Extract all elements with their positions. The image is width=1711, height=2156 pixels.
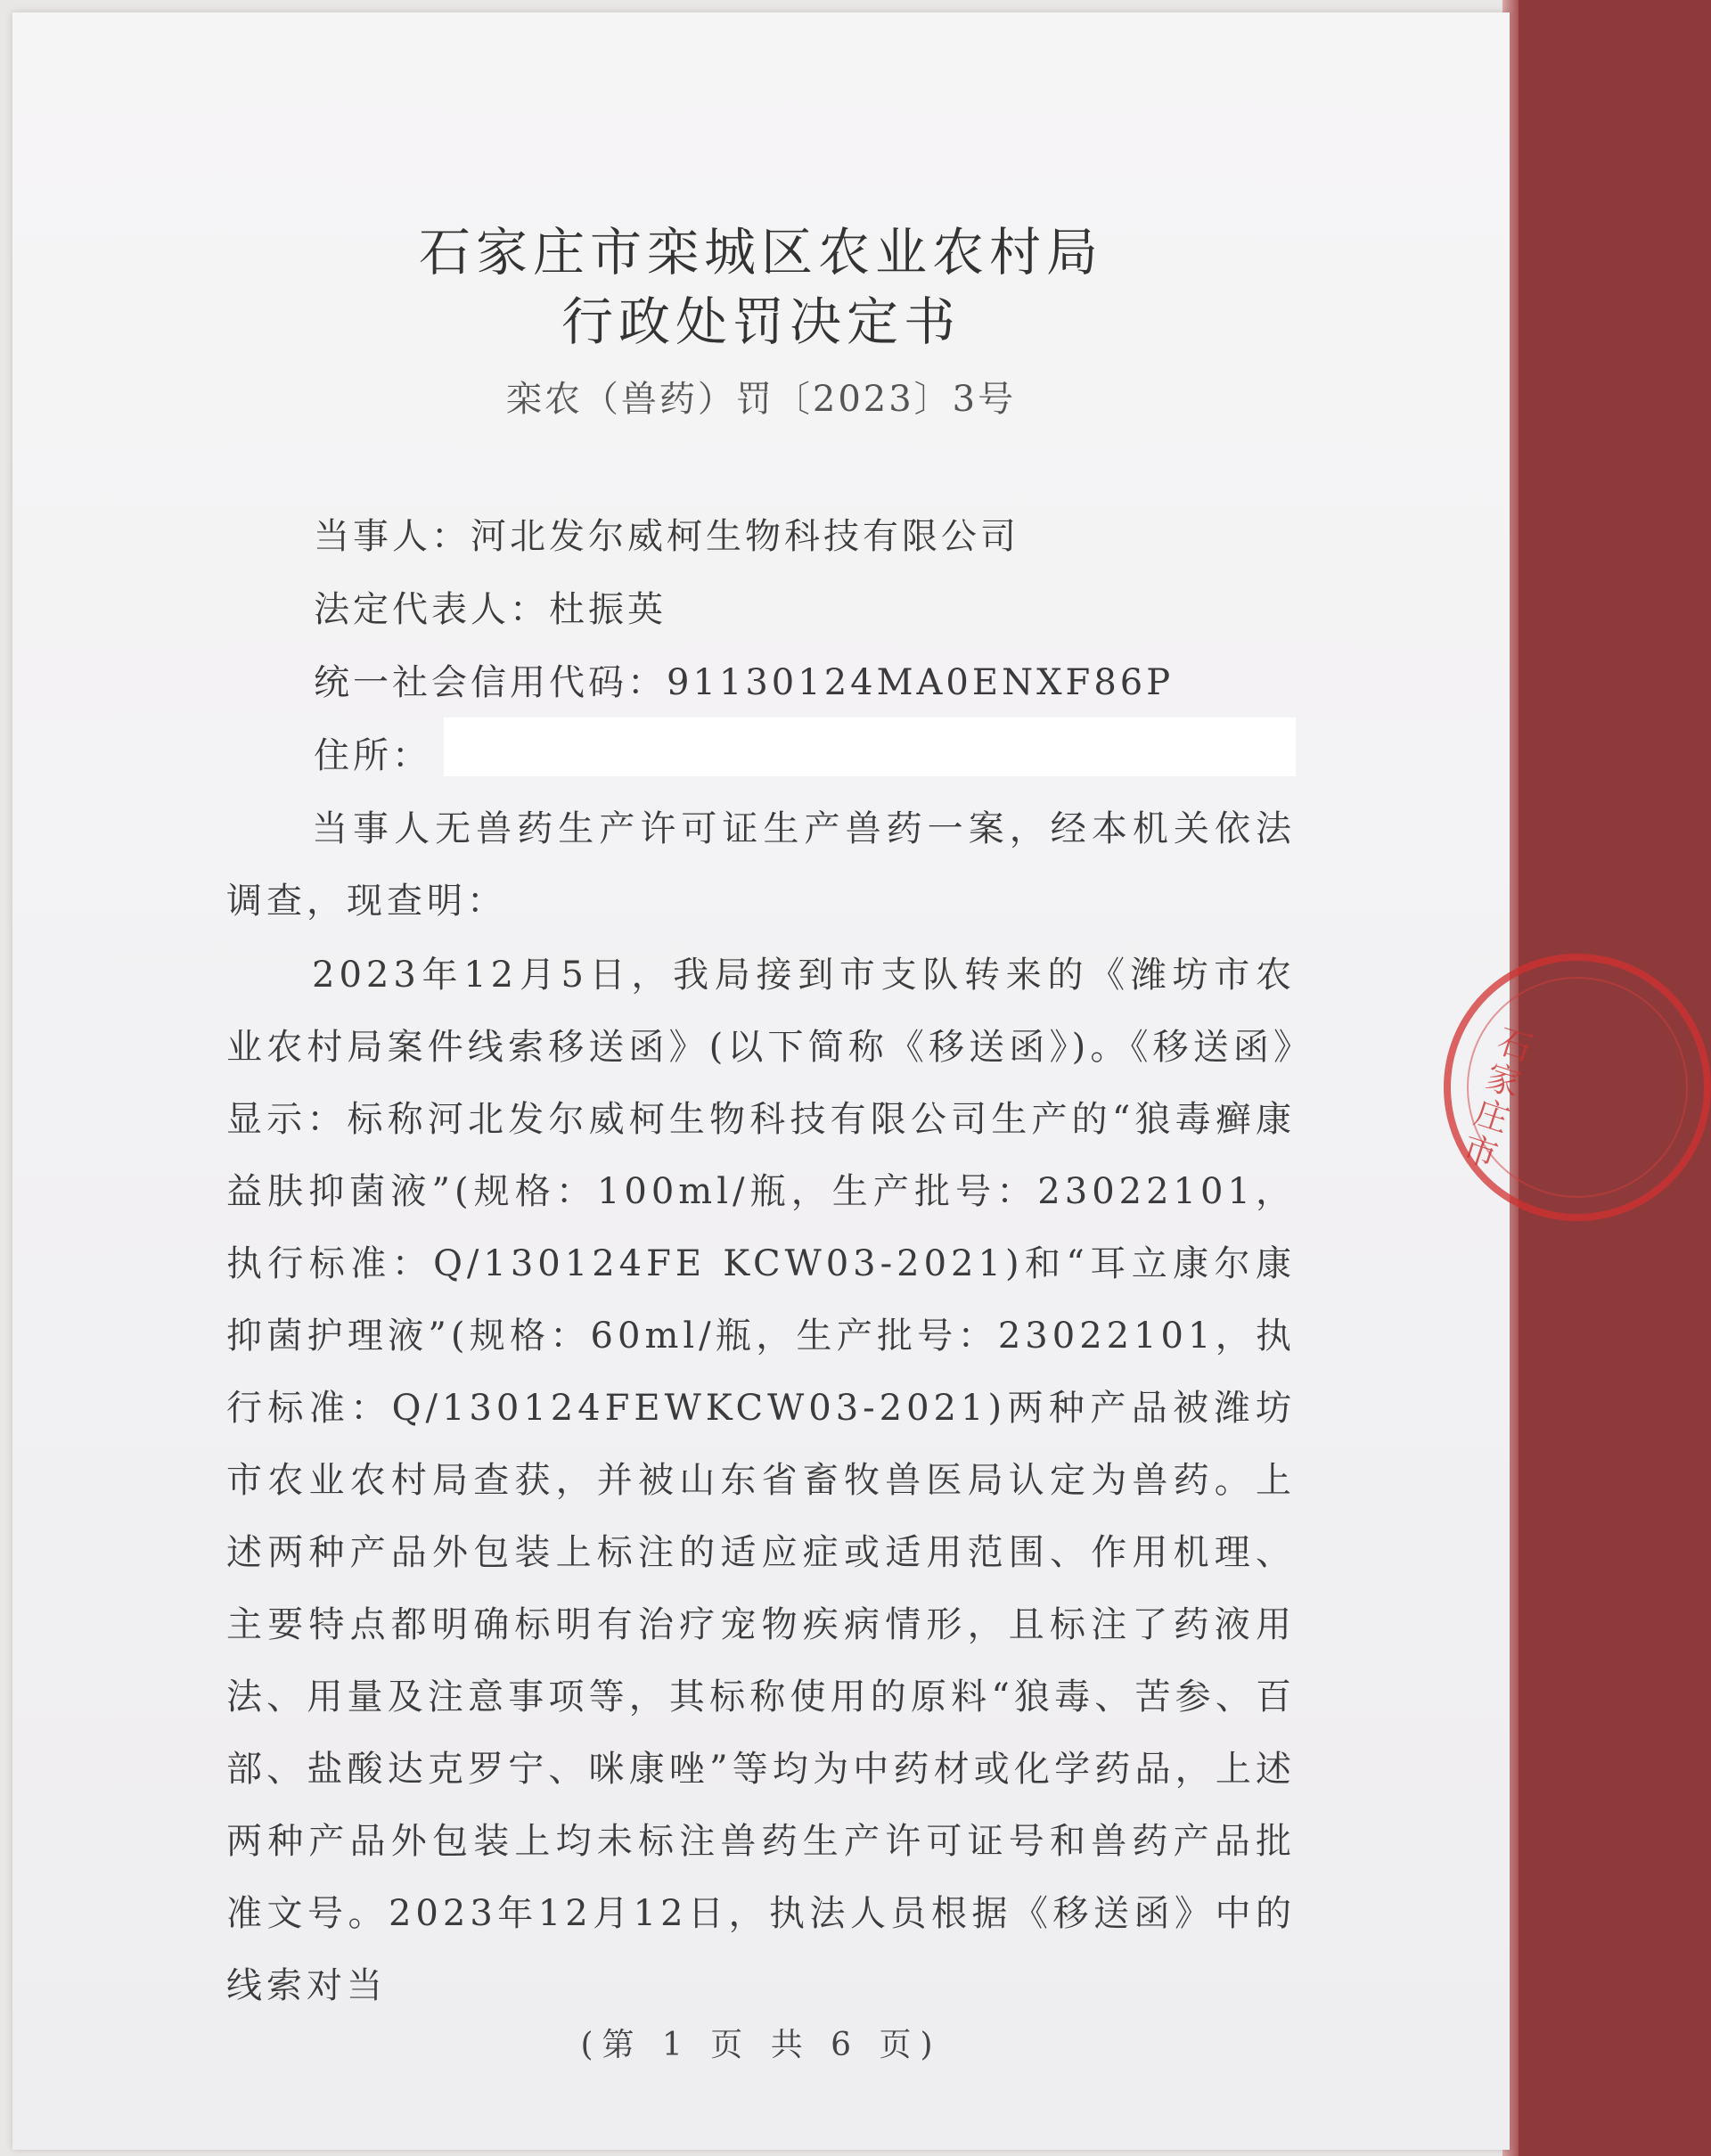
document-type-title: 行政处罚决定书: [561, 291, 961, 352]
case-intro-paragraph: 当事人无兽药生产许可证生产兽药一案，经本机关依法调查，现查明：: [226, 808, 1296, 922]
legal-representative-field: 法定代表人：杜振英: [314, 589, 667, 630]
party-field: 当事人：河北发尔威柯生物科技有限公司: [314, 516, 1019, 557]
page-footer: (第 1 页 共 6 页): [580, 2027, 942, 2063]
official-seal: [1444, 954, 1711, 1221]
address-label: 住所：: [314, 735, 431, 776]
issuing-authority-title: 石家庄市栾城区农业农村局: [418, 222, 1103, 283]
document-number: 栾农（兽药）罚〔2023〕3号: [505, 379, 1017, 420]
document-page: [12, 12, 1510, 2150]
redacted-address: [444, 717, 1296, 776]
findings-paragraph: 2023年12月5日，我局接到市支队转来的《潍坊市农业农村局案件线索移送函》(以下简称《移送函》)。《移送函》显示：标称河北发尔威柯生物科技有限公司生产的“狼毒癣康益肤抑菌液”(规格：100ml/瓶，生产批号：23022101，执行标准：Q/130124FE KCW03-2021)和“耳立康尔康抑菌护理液”(规格：60ml/瓶，生产批号：23022101，执行标准：Q/130124FEWKCW03-2021)两种产品被潍坊市农业农村局查获，并被山东省畜牧兽医局认定为兽药。上述两种产品外包装上标注的适应症或适用范围、作用机理、主要特点都明确标明有治疗宠物疾病情形，且标注了药液用法、用量及注意事项等，其标称使用的原料“狼毒、苦参、百部、盐酸达克罗宁、咪康唑”等均为中药材或化学药品，上述两种产品外包装上均未标注兽药生产许可证号和兽药产品批准文号。2023年12月12日，执法人员根据《移送函》中的线索对当: [226, 955, 1296, 2006]
seal-text: 石家庄市: [1453, 1021, 1536, 1176]
credit-code-field: 统一社会信用代码：91130124MA0ENXF86P: [314, 662, 1175, 703]
